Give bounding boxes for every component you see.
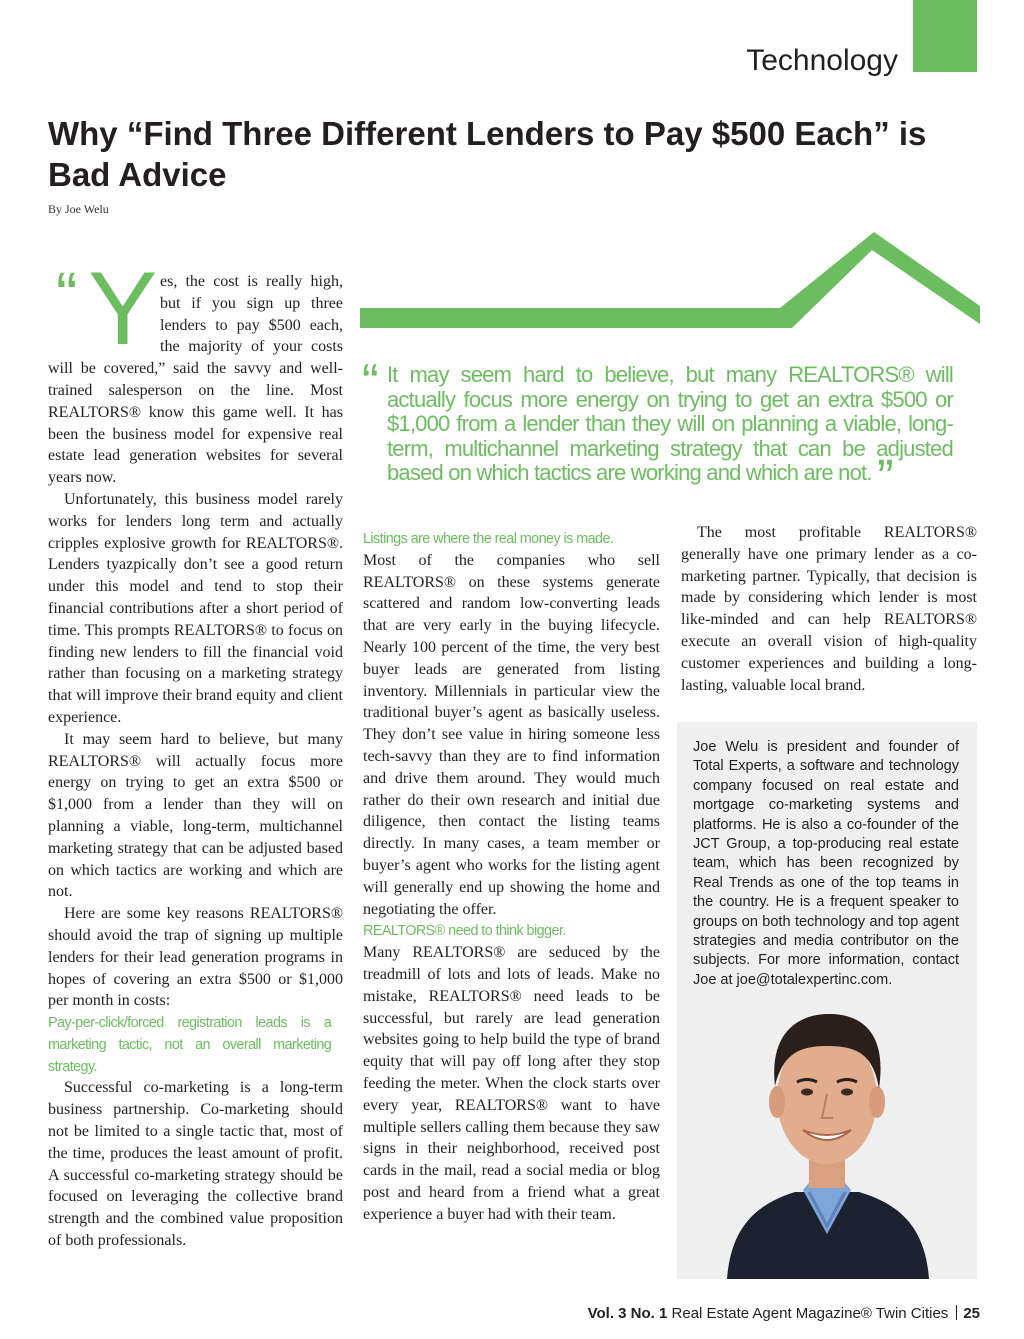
issue-number: Vol. 3 No. 1 [587, 1305, 668, 1322]
author-bio: Joe Welu is president and founder of Total Experts, a software and technology company focused on real estate and mortgage co-marketing systems and platforms. He is also a co-founder of the JCT Group, a top-producing real estate team, which has been recognized by Real Trends as one of the top teams in the country. He is a frequent speaker to groups on both technology and top agent strategies and media contributor on the subjects. For more information, contact Joe at joe@totalexpertinc.com. [693, 739, 959, 988]
paragraph: es, the cost is really high, but if you sign up three lenders to pay $500 each, the majority of your costs will be covered,” said the savvy and well-trained salesperson on the line. Most REALTORS® know this game well. It has been the business model for expensive real estate lead generation websites for several years now. [48, 273, 343, 487]
paragraph: Here are some key reasons REALTORS® should avoid the trap of signing up multiple lenders for their lead generation programs in hopes of covering an extra $500 or $1,000 per month in costs: [48, 905, 343, 1010]
paragraph: Successful co-marketing is a long-term business partnership. Co-marketing should not be limited to a single tactic that, most of the time, produces the least amount of profit. A successful co-marketing strategy should be focused on leveraging the collective brand strength and the combined value proposition of both professionals. [48, 1079, 343, 1250]
page-footer [588, 1305, 980, 1322]
paragraph: Many REALTORS® are seduced by the treadmill of lots and lots of leads. Make no mistake, REALTORS® need leads to be successful, but rarely are lead generation websites going to help build the type of brand equity that will pay off long after they stop feeding the meter. When the clock starts over every year, REALTORS® want to have multiple sellers calling them because they saw signs in their neighborhood, received post cards in the mail, read a social media or blog post and heard from a friend what a great experience a buyer had with their team. [363, 944, 660, 1223]
paragraph: The most profitable REALTORS® generally have one primary lender as a co-marketing partner. Typically, that decision is made by considering which lender is most like-minded and can help REALTORS® execute an overall vision of high-quality customer experiences and building a long-lasting, valuable local brand. [681, 524, 977, 694]
article-column-2 [363, 528, 660, 1226]
footer-divider [956, 1305, 957, 1320]
paragraph: Most of the companies who sell REALTORS® on these systems generate scattered and random low-converting leads that are very early in the buying lifecycle. Nearly 100 percent of the time, the very best buyer leads are generated from listing inventory. Millennials in particular view the traditional buyer’s agent as basically useless. They don’t see value in hiring someone less tech-savvy than they are to find information and drive them around. They would much rather do their own research and initial due diligence, then contact the listing teams directly. In many cases, a team member or buyer’s agent who works for the listing agent will generally end up showing the home and negotiating the offer. [363, 551, 660, 918]
paragraph: Unfortunately, this business model rarely works for lenders long term and actually cripples explosive growth for REALTORS®. Lenders tyazpically don’t see a good return under this model and tend to stop their financial contributions after a short period of time. This prompts REALTORS® to focus on finding new lenders to fill the financial void rather than focusing on a marketing strategy that will improve their brand equity and client experience. [48, 490, 343, 726]
article-title: Why “Find Three Different Lenders to Pay $500 Each” is Bad Advice [48, 115, 927, 193]
drop-cap [48, 251, 160, 367]
pull-quote-close-mark: ” [876, 449, 888, 505]
byline: By Joe Welu [48, 202, 109, 216]
article-column-3 [681, 522, 977, 696]
pull-quote-text: It may seem hard to believe, but many REALTORS® will actually focus more energy on trying to get an extra $500 or $1,000 from a lender than they will on planning a viable, long-term, multichannel marketing strategy that can be adjusted based on which tactics are working and which are not. [387, 362, 953, 485]
author-bio-box [677, 722, 977, 1279]
drop-cap-letter: Y [88, 251, 158, 367]
page-number: 25 [963, 1305, 980, 1322]
subhead: REALTORS® need to think bigger. [363, 922, 566, 940]
author-photo [717, 994, 937, 1279]
open-quote-mark: “ [56, 259, 70, 331]
magazine-name: Real Estate Agent Magazine® [671, 1305, 872, 1322]
pull-quote-open-mark: “ [362, 354, 373, 410]
subhead: Pay-per-click/forced registration leads is a marketing tactic, not an overall marketing strategy. [48, 1014, 332, 1075]
roof-graphic [360, 228, 980, 358]
section-label: Technology [746, 44, 898, 77]
edition-name: Twin Cities [875, 1305, 949, 1322]
pull-quote [362, 354, 978, 505]
section-color-tab [913, 0, 977, 72]
article-column-1 [48, 251, 343, 1252]
paragraph: It may seem hard to believe, but many REALTORS® will actually focus more energy on trying to get an extra $500 or $1,000 from a lender than they will on planning a viable, long-term, multichannel marketing strategy that can be adjusted based on which tactics are working and which are not. [48, 730, 343, 901]
subhead: Listings are where the real money is made. [363, 530, 614, 547]
